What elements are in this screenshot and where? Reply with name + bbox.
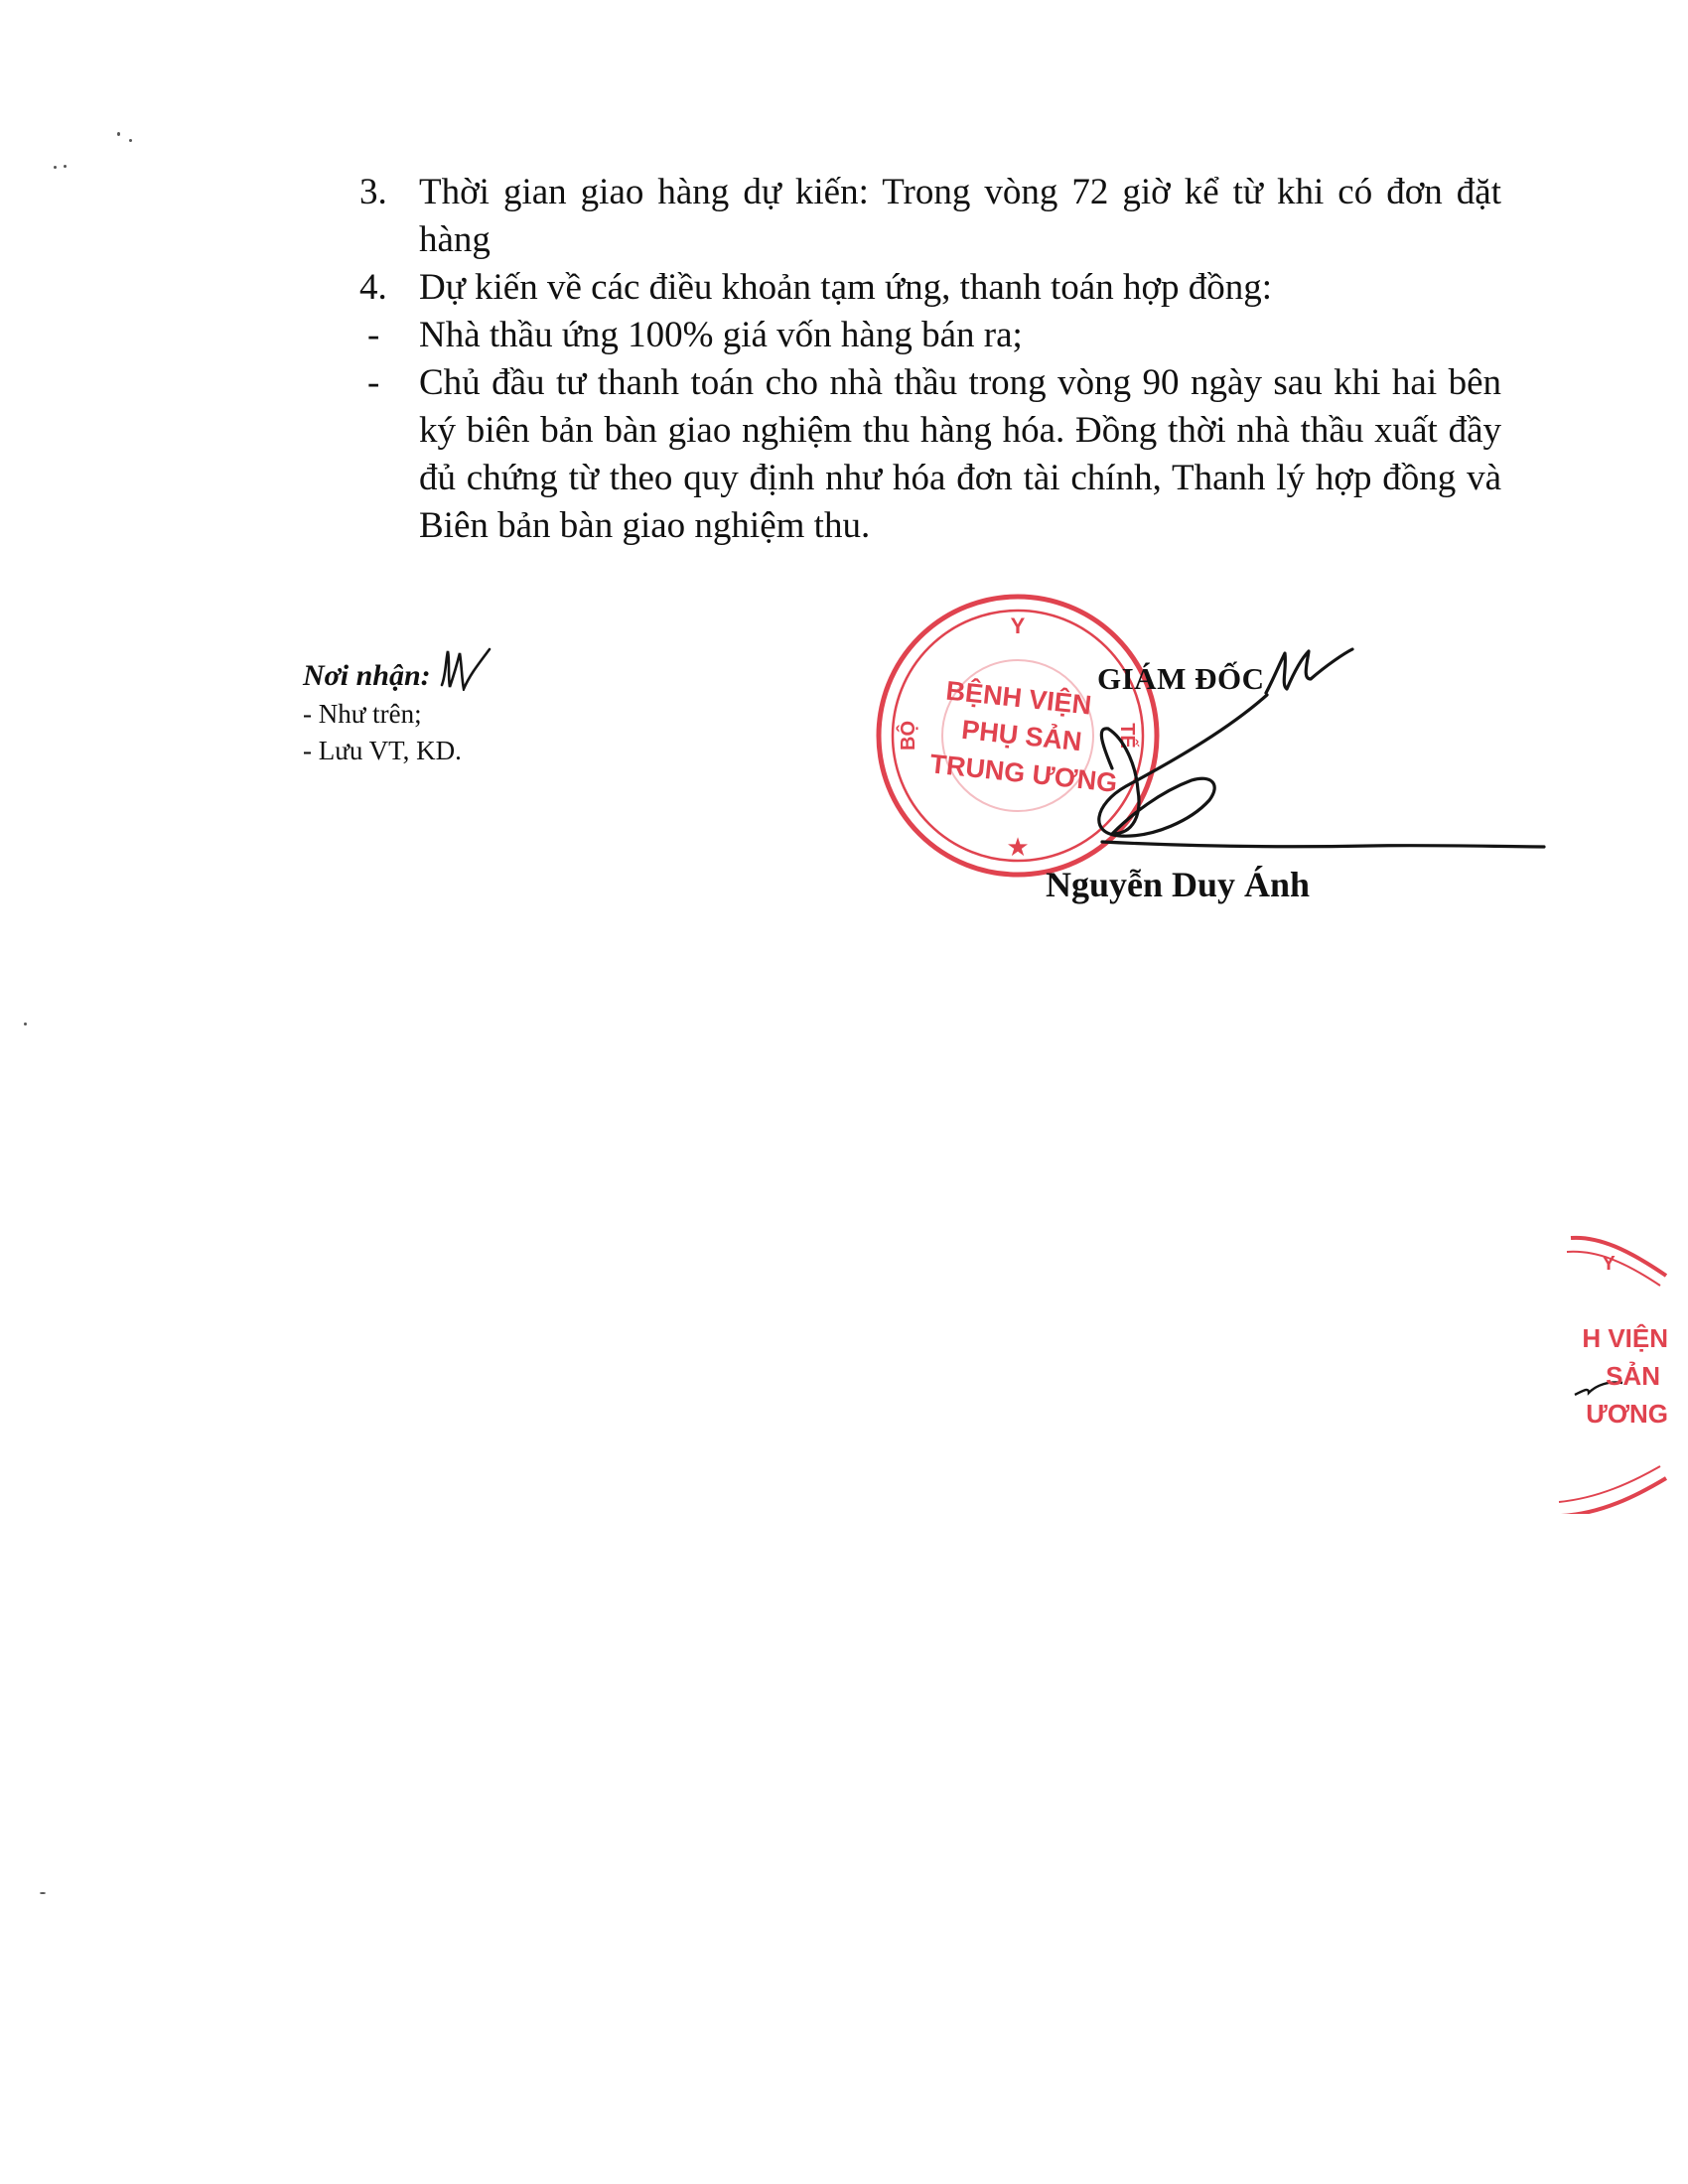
recipients-heading: Nơi nhận: <box>303 659 431 692</box>
item-text: Nhà thầu ứng 100% giá vốn hàng bán ra; <box>419 315 1023 355</box>
stamp-left-arc: BỘ <box>898 721 919 751</box>
edge-stamp-top-mark: Y <box>1602 1253 1616 1275</box>
signatory-title: GIÁM ĐỐC <box>1097 661 1265 696</box>
item-advance <box>359 312 1501 359</box>
stamp-line: BỆNH VIỆN <box>944 675 1093 721</box>
stamp-line: PHỤ SẢN <box>959 714 1083 757</box>
recipients-block <box>303 645 493 769</box>
stamp-star-icon: ★ <box>1006 832 1030 862</box>
item-text: Chủ đầu tư thanh toán cho nhà thầu trong vòng 90 ngày sau khi hai bên ký biên bản bàn giao nghiệm thu hàng hóa. Đồng thời nhà thầu xuất đầy đủ chứng từ theo quy định như hóa đơn tài chính, Thanh lý hợp đồng và Biên bản bàn giao nghiệm thu. <box>419 362 1501 546</box>
item-text: Thời gian giao hàng dự kiến: Trong vòng 72 giờ kể từ khi có đơn đặt hàng <box>419 172 1501 260</box>
scan-speck <box>129 139 132 142</box>
stamp-line: TRUNG ƯƠNG <box>928 749 1119 798</box>
item-delivery-time <box>359 169 1501 264</box>
item-marker: - <box>367 362 380 403</box>
scan-speck <box>54 166 57 169</box>
item-text: Dự kiến về các điều khoản tạm ứng, thanh toán hợp đồng: <box>419 267 1273 308</box>
edge-stamp-fragment <box>1549 1216 1668 1514</box>
edge-stamp-line: H VIỆN <box>1582 1323 1668 1353</box>
stamp-top-mark: Y <box>1010 614 1026 638</box>
scan-speck <box>64 165 67 168</box>
item-payment-terms <box>359 264 1501 312</box>
signer-name: Nguyễn Duy Ánh <box>1046 865 1311 904</box>
edge-stamp-line: SẢN <box>1606 1361 1660 1391</box>
director-signature <box>1043 635 1559 864</box>
scan-speck <box>117 132 120 136</box>
stamp-right-arc: TẾ <box>1116 723 1138 749</box>
item-payment-schedule <box>359 359 1501 550</box>
initials-mark <box>438 645 493 691</box>
edge-stamp-line: ƯƠNG <box>1586 1399 1668 1429</box>
item-marker: 3. <box>359 172 387 212</box>
scan-speck <box>24 1023 27 1025</box>
item-marker: - <box>367 315 380 355</box>
recipient-line: - Như trên; <box>303 699 422 729</box>
recipient-line: - Lưu VT, KD. <box>303 736 462 765</box>
scan-speck <box>40 1892 46 1894</box>
body-text <box>359 169 1501 550</box>
recipients-heading-row <box>303 645 493 696</box>
item-marker: 4. <box>359 267 387 308</box>
